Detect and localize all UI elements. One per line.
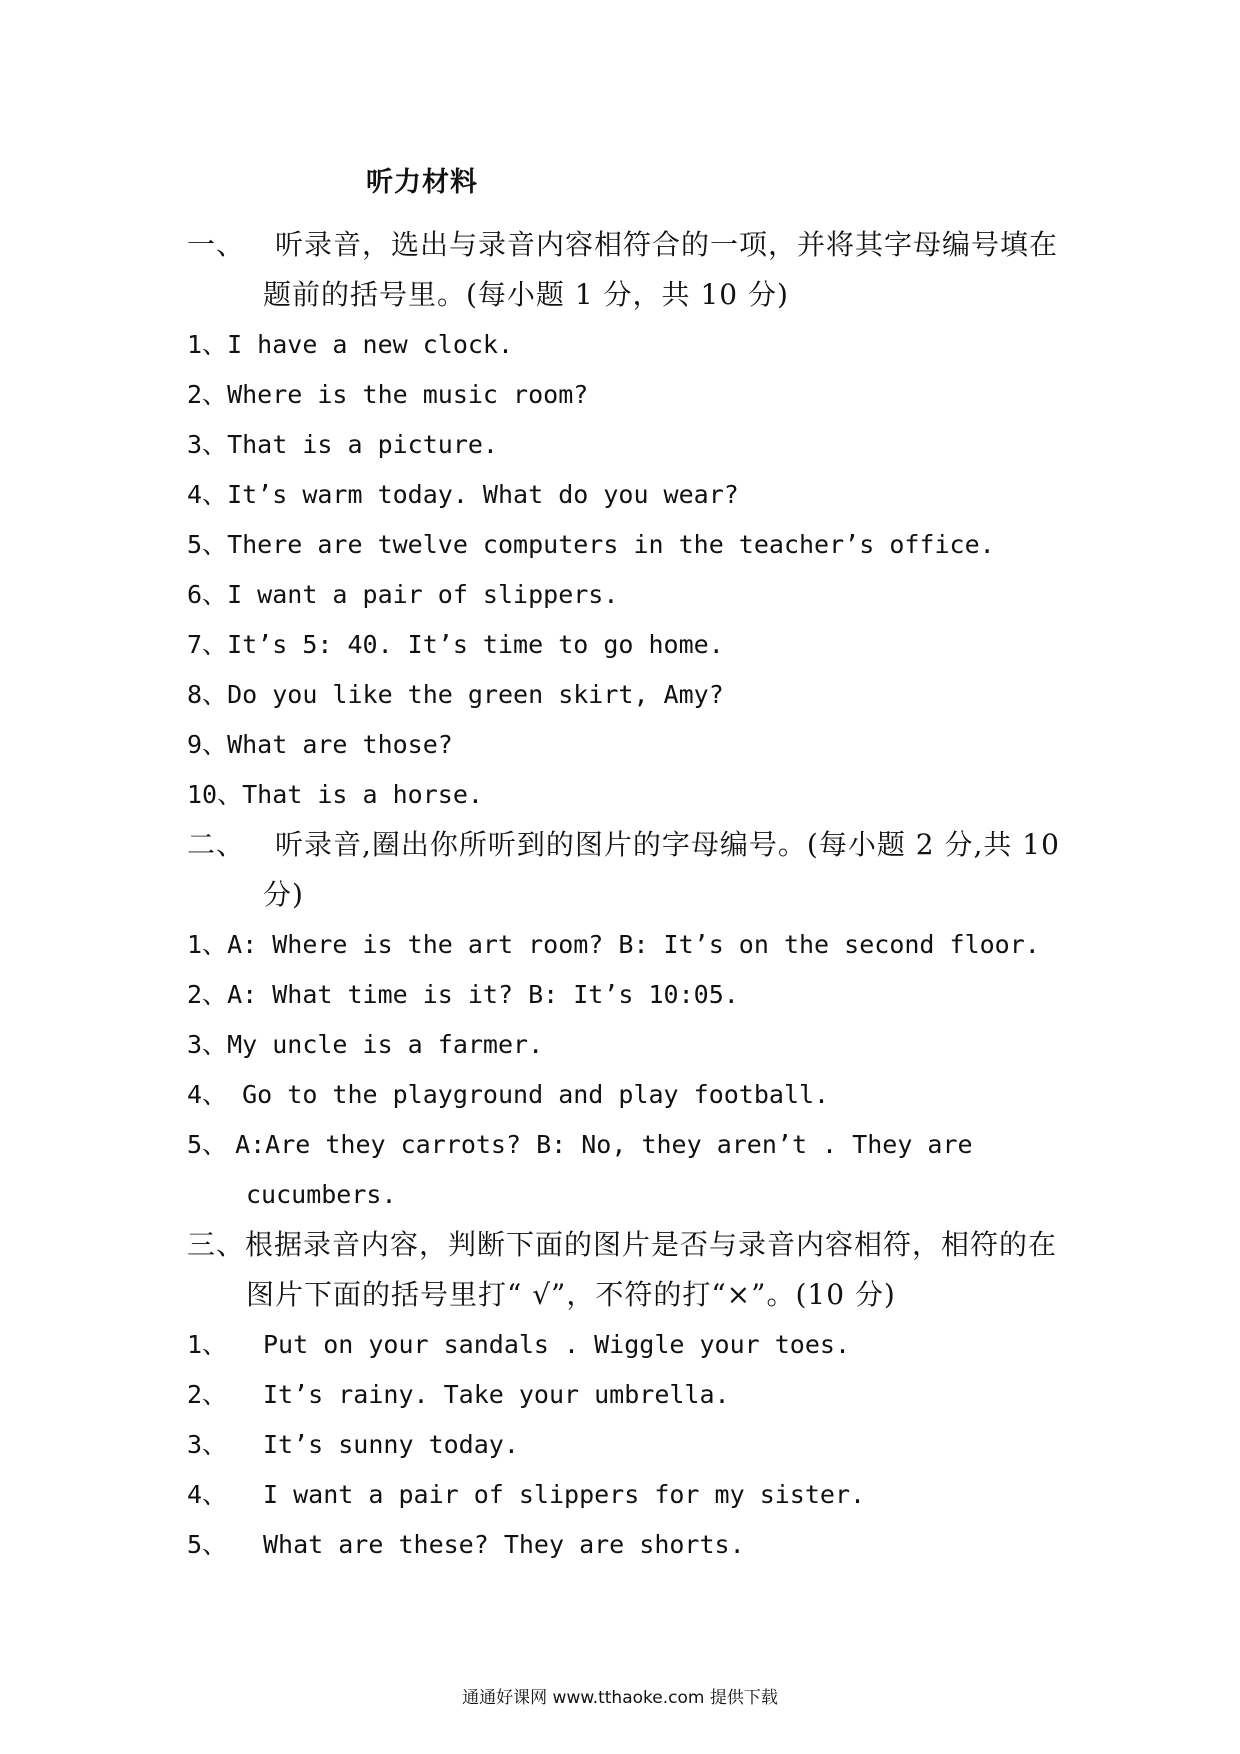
list-item: 7、It’s 5: 40. It’s time to go home. [187, 630, 724, 659]
page-footer: 通通好课网 www.tthaoke.com 提供下载 [462, 1688, 778, 1708]
list-item: 1、A: Where is the art room? B: It’s on the second floor. [187, 930, 1040, 959]
section-1-heading [187, 228, 1058, 262]
list-item: 1、I have a new clock. [187, 330, 514, 359]
section-heading-text: 听录音,圈出你所听到的图片的字母编号。(每小题 2 分,共 10 [275, 828, 1060, 861]
list-item: 6、I want a pair of slippers. [187, 580, 619, 609]
section-heading-text: 听录音，选出与录音内容相符合的一项，并将其字母编号填在 [275, 228, 1059, 261]
section-marker: 二、 [187, 828, 246, 861]
list-item: 5、 What are these? They are shorts. [187, 1530, 745, 1559]
list-item: 5、 A:Are they carrots? B: No, they aren’t . They are [187, 1130, 973, 1159]
list-item: 3、My uncle is a farmer. [187, 1030, 544, 1059]
list-item: 5、There are twelve computers in the teacher’s office. [187, 530, 995, 559]
list-item: 10、That is a horse. [187, 780, 483, 809]
section-2-heading-cont: 分) [263, 878, 304, 911]
list-item: 3、That is a picture. [187, 430, 498, 459]
list-item: 1、 Put on your sandals . Wiggle your toes. [187, 1330, 850, 1359]
section-marker: 三、 [187, 1228, 246, 1261]
page-title: 听力材料 [366, 167, 478, 198]
list-item: 8、Do you like the green skirt, Amy? [187, 680, 724, 709]
list-item: 4、It’s warm today. What do you wear? [187, 480, 739, 509]
section-3-heading-cont: 图片下面的括号里打“ √”，不符的打“×”。(10 分) [246, 1278, 896, 1311]
section-marker: 一、 [187, 228, 246, 261]
section-3-heading [187, 1228, 1057, 1262]
list-item: 2、Where is the music room? [187, 380, 589, 409]
list-item: 9、What are those? [187, 730, 453, 759]
section-1-heading-cont: 题前的括号里。(每小题 1 分，共 10 分) [263, 278, 789, 311]
list-item: 4、 I want a pair of slippers for my sister. [187, 1480, 866, 1509]
list-item: 3、 It’s sunny today. [187, 1430, 519, 1459]
section-2-heading [187, 828, 1060, 862]
list-item: 2、 It’s rainy. Take your umbrella. [187, 1380, 730, 1409]
list-item: 4、 Go to the playground and play football. [187, 1080, 830, 1109]
list-item: 2、A: What time is it? B: It’s 10:05. [187, 980, 739, 1009]
section-heading-text: 根据录音内容，判断下面的图片是否与录音内容相符，相符的在 [245, 1228, 1058, 1261]
list-item-continuation: cucumbers. [246, 1180, 397, 1209]
